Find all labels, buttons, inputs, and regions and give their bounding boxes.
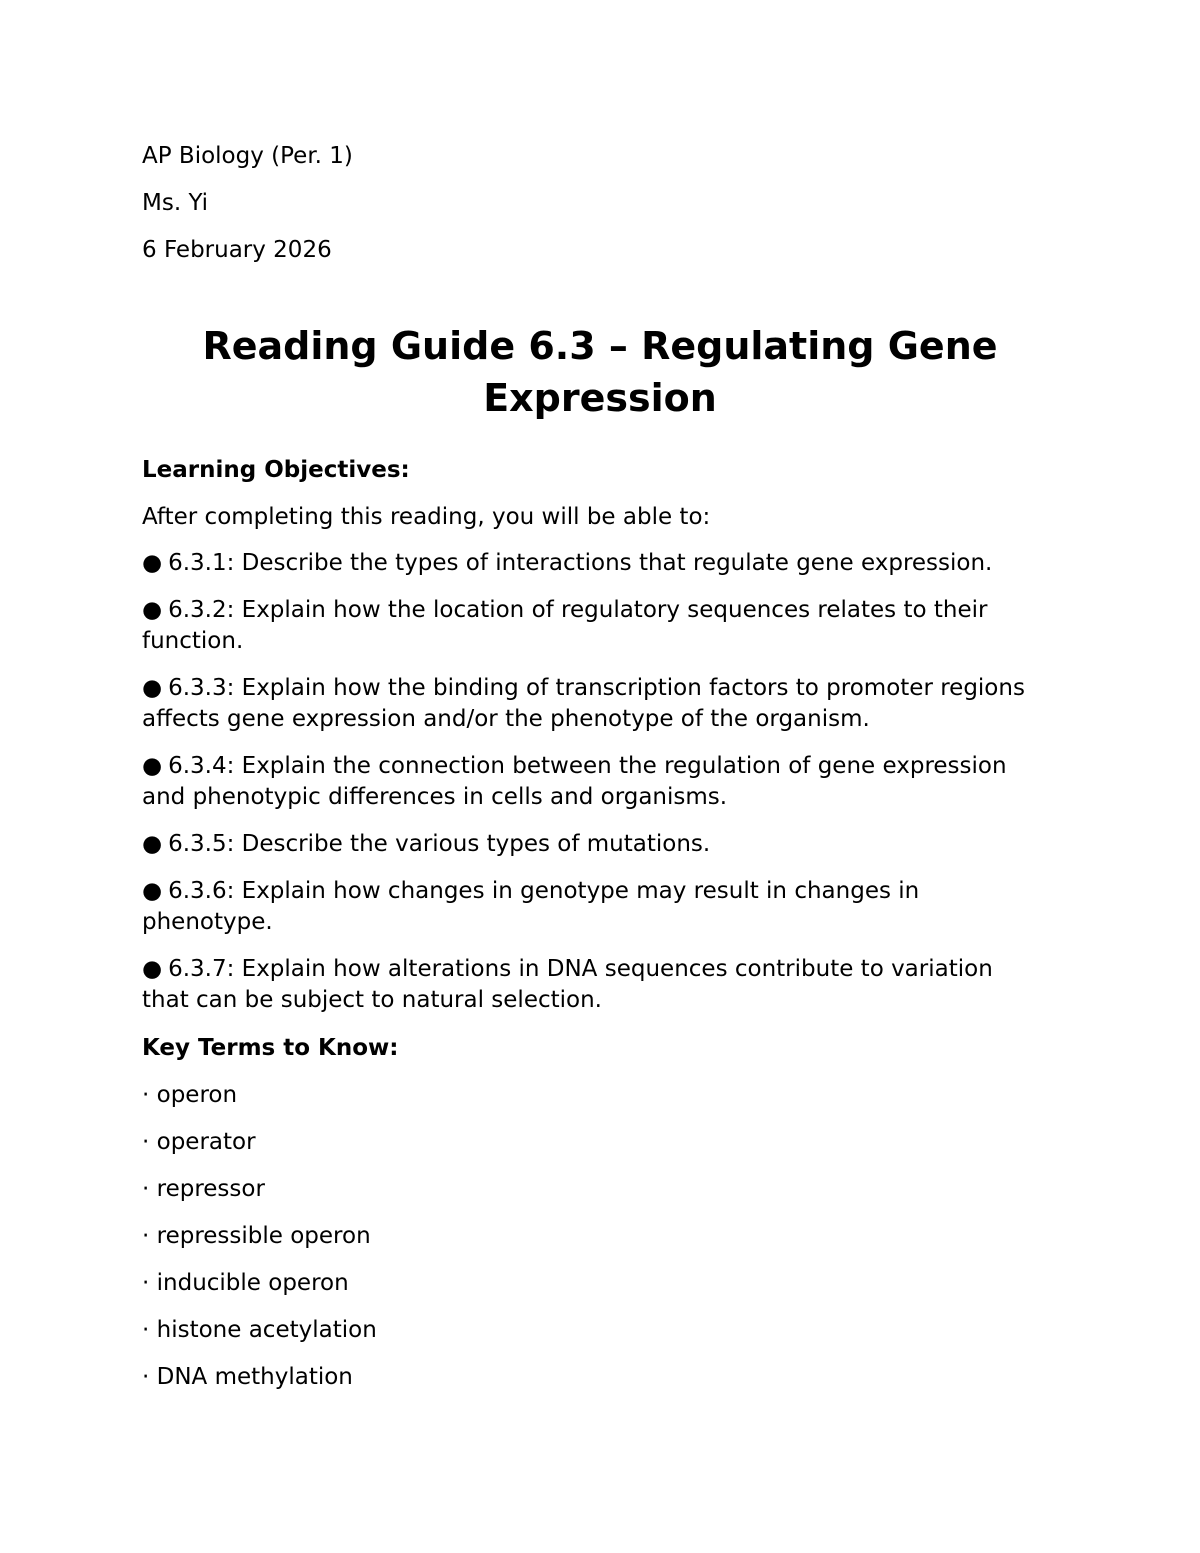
document-page <box>142 140 1062 1408</box>
key-term-text: repressible operon <box>156 1223 371 1249</box>
objective-item <box>142 595 1062 657</box>
bullet-icon: ● <box>142 878 163 904</box>
key-term-item <box>142 1079 1062 1111</box>
key-term-text: repressor <box>156 1176 265 1202</box>
dot-icon: · <box>142 1129 150 1155</box>
teacher-name: Ms. Yi <box>142 190 209 216</box>
dot-icon: · <box>142 1082 150 1108</box>
key-term-item <box>142 1173 1062 1205</box>
dot-icon: · <box>142 1176 150 1202</box>
objective-text: 6.3.5: Describe the various types of mutations. <box>168 831 711 857</box>
objective-text-continued: phenotype. <box>142 909 273 935</box>
objective-item <box>142 876 1062 938</box>
objective-item <box>142 829 1062 860</box>
key-term-text: histone acetylation <box>156 1317 377 1343</box>
bullet-icon: ● <box>142 956 163 982</box>
objective-item <box>142 548 1062 579</box>
key-term-text: operator <box>156 1129 256 1155</box>
objective-text: 6.3.3: Explain how the binding of transcription factors to promoter regions <box>168 675 1025 701</box>
objective-text: 6.3.6: Explain how changes in genotype may result in changes in <box>168 878 920 904</box>
key-term-item <box>142 1361 1062 1393</box>
objective-item <box>142 954 1062 1016</box>
objective-text: 6.3.7: Explain how alterations in DNA sequences contribute to variation <box>168 956 993 982</box>
objective-text: 6.3.2: Explain how the location of regulatory sequences relates to their <box>168 597 988 623</box>
bullet-icon: ● <box>142 597 163 623</box>
dot-icon: · <box>142 1364 150 1390</box>
key-term-item <box>142 1126 1062 1158</box>
key-term-text: inducible operon <box>156 1270 349 1296</box>
bullet-icon: ● <box>142 550 163 576</box>
objective-text-continued: and phenotypic differences in cells and organisms. <box>142 784 728 810</box>
objective-text-continued: function. <box>142 628 244 654</box>
key-term-item <box>142 1220 1062 1252</box>
key-term-item <box>142 1267 1062 1299</box>
course-name: AP Biology (Per. 1) <box>142 143 353 169</box>
page-title <box>142 320 1058 424</box>
key-term-item <box>142 1314 1062 1346</box>
title-line: Reading Guide 6.3 – Regulating Gene <box>202 324 998 368</box>
key-term-text: operon <box>156 1082 238 1108</box>
bullet-icon: ● <box>142 831 163 857</box>
learning-objectives-heading: Learning Objectives: <box>142 457 410 483</box>
dot-icon: · <box>142 1317 150 1343</box>
key-term-text: DNA methylation <box>156 1364 353 1390</box>
title-line: Expression <box>483 376 717 420</box>
key-terms-heading: Key Terms to Know: <box>142 1035 399 1061</box>
key-terms-list <box>142 1079 1062 1393</box>
bullet-icon: ● <box>142 675 163 701</box>
objective-text: 6.3.4: Explain the connection between the regulation of gene expression <box>168 753 1007 779</box>
objectives-list <box>142 548 1062 1016</box>
dot-icon: · <box>142 1270 150 1296</box>
objective-text-continued: that can be subject to natural selection. <box>142 987 602 1013</box>
dot-icon: · <box>142 1223 150 1249</box>
bullet-icon: ● <box>142 753 163 779</box>
objective-text: 6.3.1: Describe the types of interactions that regulate gene expression. <box>168 550 993 576</box>
objective-text-continued: affects gene expression and/or the phenotype of the organism. <box>142 706 870 732</box>
objectives-intro: After completing this reading, you will be able to: <box>142 504 711 530</box>
document-date: 6 February 2026 <box>142 237 332 263</box>
objective-item <box>142 751 1062 813</box>
objective-item <box>142 673 1062 735</box>
